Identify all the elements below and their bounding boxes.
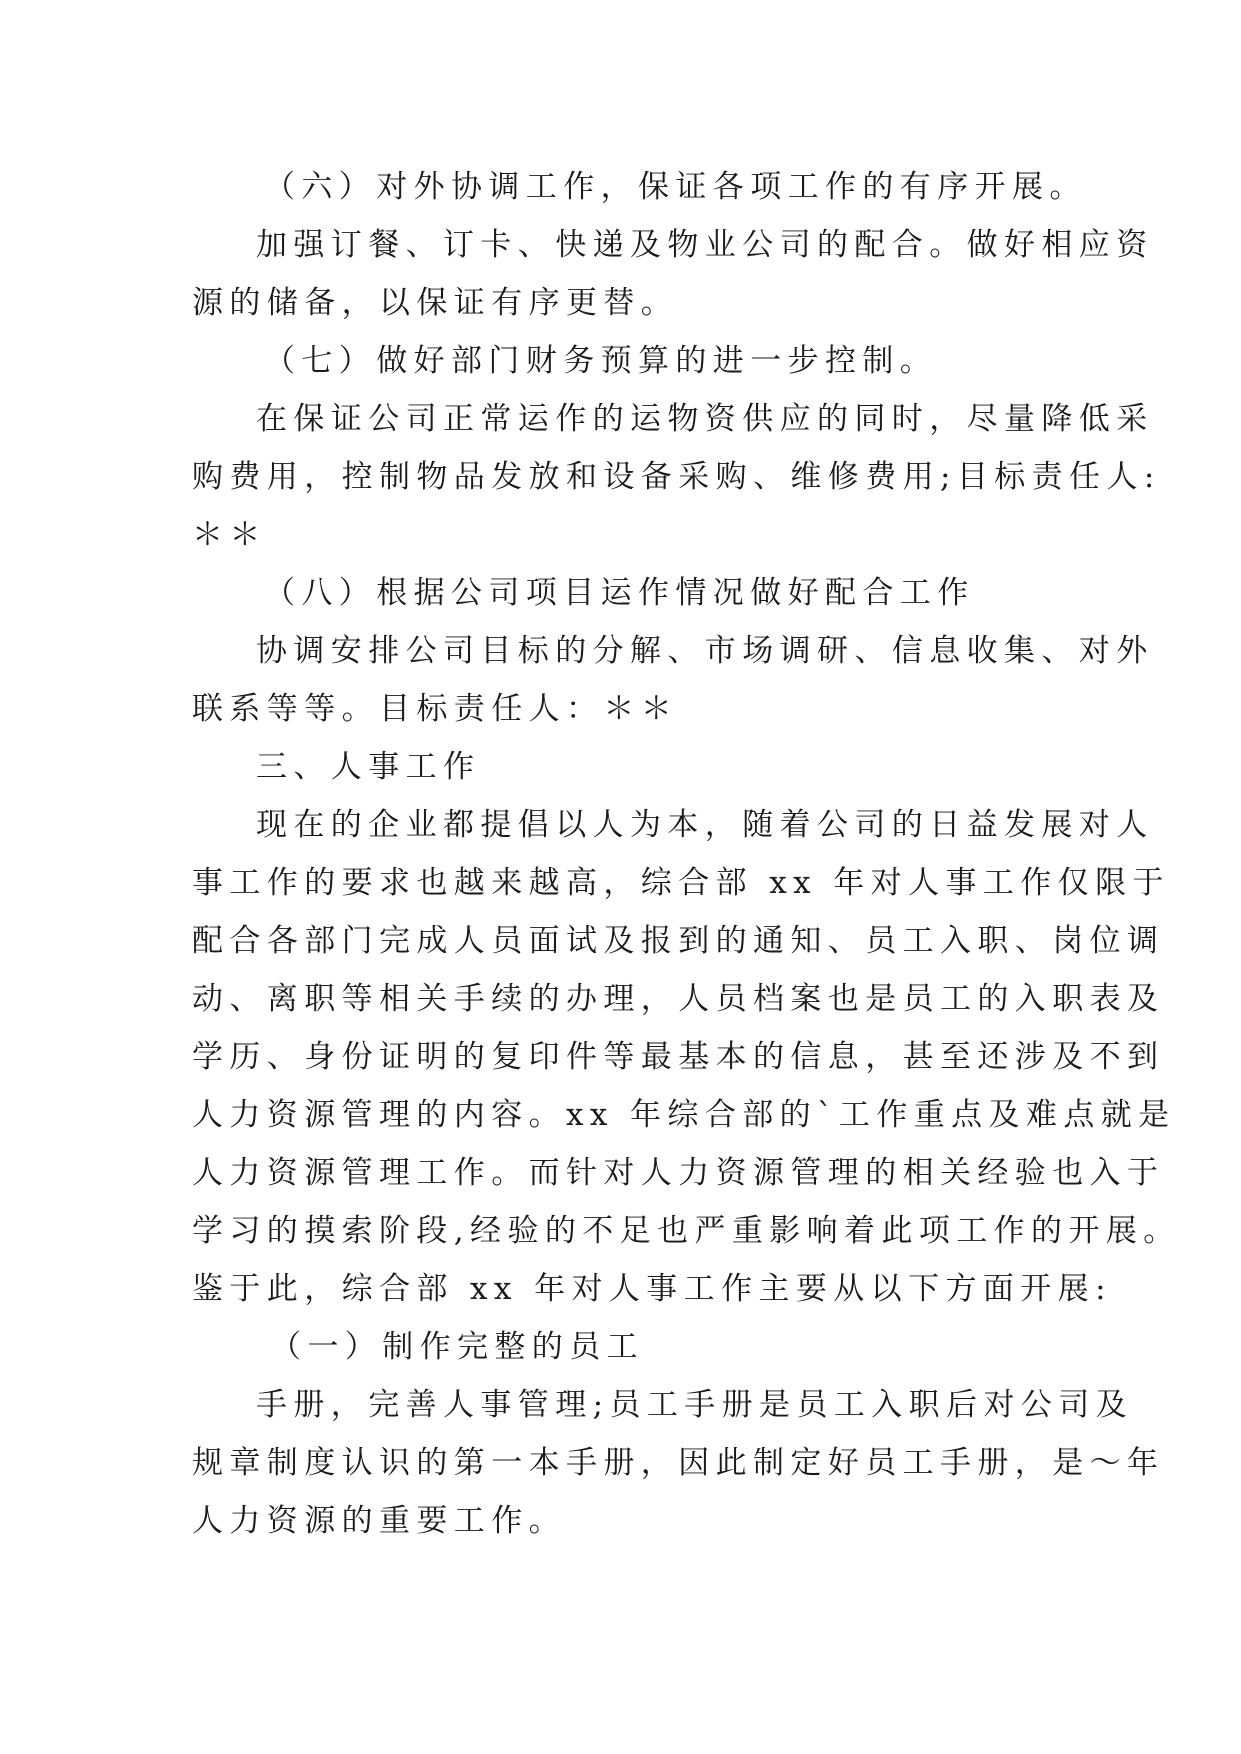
paragraph-line: 在保证公司正常运作的运物资供应的同时，尽量降低采 [256, 401, 1154, 437]
paragraph-line: 规章制度认识的第一本手册，因此制定好员工手册，是～年 [192, 1445, 1165, 1481]
paragraph-line: 动、离职等相关手续的办理，人员档案也是员工的入职表及 [192, 981, 1165, 1017]
paragraph-line: 购费用，控制物品发放和设备采购、维修费用;目标责任人: [192, 459, 1161, 495]
document-body [192, 158, 1181, 1550]
paragraph-line: 人力资源管理工作。而针对人力资源管理的相关经验也入于 [192, 1155, 1165, 1191]
paragraph-line: 联系等等。目标责任人：＊＊ [192, 691, 679, 727]
paragraph-line: 学历、身份证明的复印件等最基本的信息，甚至还涉及不到 [192, 1039, 1165, 1075]
paragraph-line: 人力资源管理的内容。xx 年综合部的`工作重点及难点就是 [192, 1097, 1176, 1133]
paragraph-line: 现在的企业都提倡以人为本，随着公司的日益发展对人 [256, 807, 1154, 843]
paragraph-line: 人力资源的重要工作。 [192, 1503, 566, 1539]
paragraph-line: ＊＊ [192, 517, 267, 553]
paragraph-line: 加强订餐、订卡、快递及物业公司的配合。做好相应资 [256, 227, 1154, 263]
paragraph-line: 鉴于此，综合部 xx 年对人事工作主要从以下方面开展: [192, 1271, 1112, 1307]
paragraph-line: 配合各部门完成人员面试及报到的通知、员工入职、岗位调 [192, 923, 1165, 959]
paragraph-line: 学习的摸索阶段,经验的不足也严重影响着此项工作的开展。 [192, 1213, 1181, 1249]
section-heading-8: （八）根据公司项目运作情况做好配合工作 [264, 575, 975, 611]
paragraph-line: 协调安排公司目标的分解、市场调研、信息收集、对外 [256, 633, 1154, 669]
section-heading-7: （七）做好部门财务预算的进一步控制。 [264, 343, 938, 379]
paragraph-line: 事工作的要求也越来越高，综合部 xx 年对人事工作仅限于 [192, 865, 1170, 901]
paragraph-line: 手册，完善人事管理;员工手册是员工入职后对公司及 [256, 1387, 1134, 1423]
paragraph-line: 源的储备，以保证有序更替。 [192, 285, 679, 321]
section-heading-personnel: 三、人事工作 [256, 749, 481, 785]
section-heading-6: （六）对外协调工作，保证各项工作的有序开展。 [264, 169, 1087, 205]
subsection-heading-1: （一）制作完整的员工 [270, 1329, 644, 1365]
